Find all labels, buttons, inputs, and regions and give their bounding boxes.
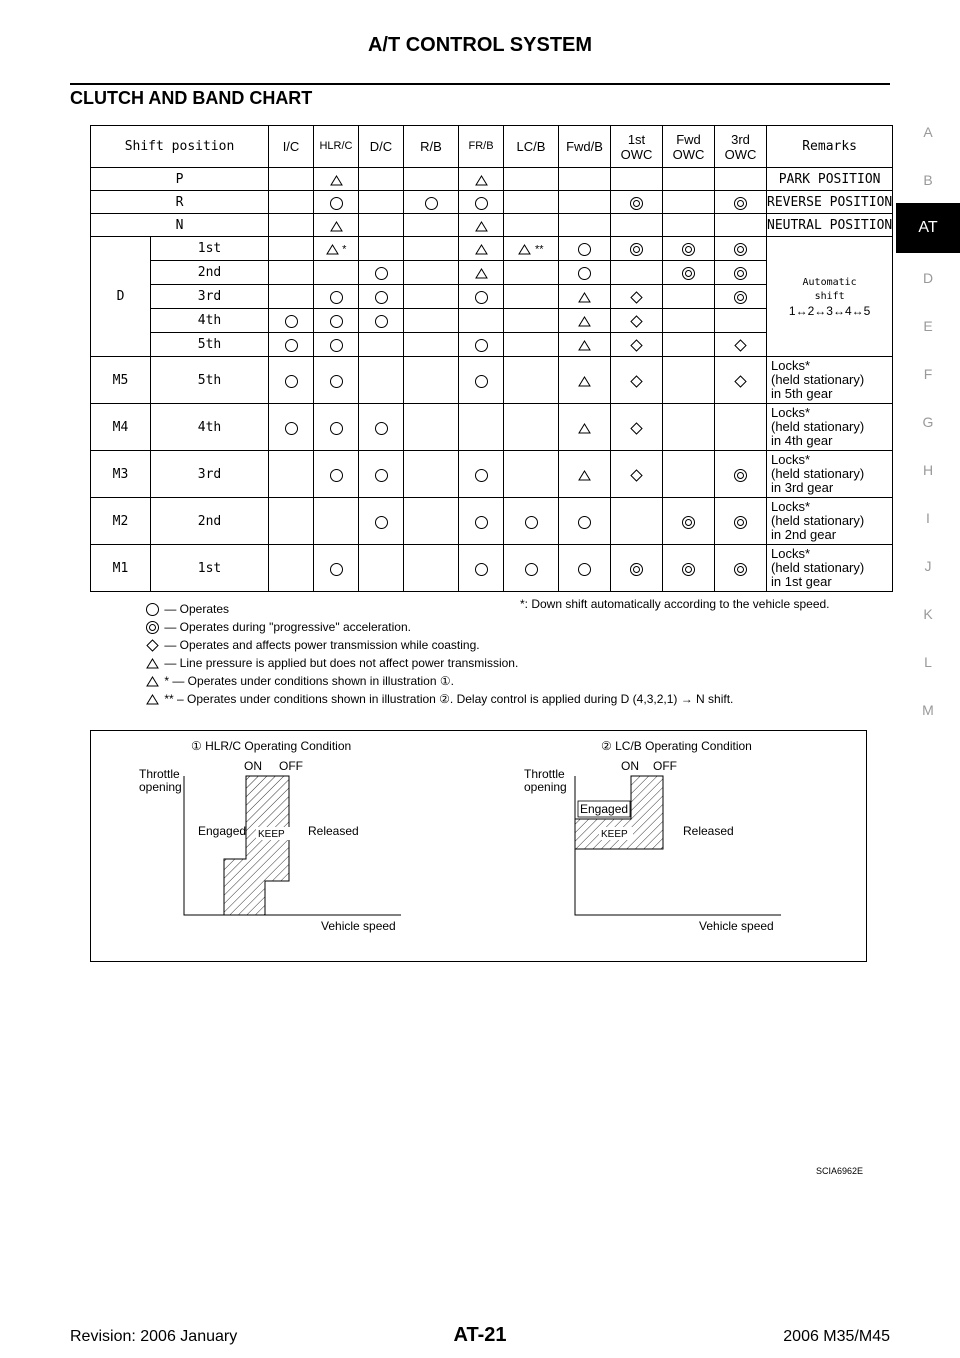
remark-locks: Locks* <box>771 499 811 514</box>
coasting-symbol <box>630 339 643 352</box>
coasting-symbol <box>146 639 159 652</box>
remark-in-gear: in 5th gear <box>771 386 833 401</box>
remark-held: (held stationary) <box>771 419 865 434</box>
star-mark: * <box>342 243 347 256</box>
row-label-n: N <box>91 214 269 237</box>
gear-label-4th: 4th <box>151 404 269 451</box>
line-pressure-symbol <box>146 676 159 687</box>
operates-symbol <box>375 516 388 529</box>
header-3rd-owc: 3rd OWC <box>715 126 767 168</box>
operates-symbol <box>375 469 388 482</box>
operates-symbol <box>375 422 388 435</box>
coasting-symbol <box>630 315 643 328</box>
remark-auto-line1: Automatic <box>802 276 857 288</box>
header-lcb: LC/B <box>504 126 559 168</box>
operates-symbol <box>330 197 343 210</box>
gear-label-2nd: 2nd <box>151 261 269 285</box>
operates-symbol <box>475 563 488 576</box>
row-label-m2: M2 <box>91 498 151 545</box>
line-pressure-symbol <box>578 423 591 434</box>
gear-label-5th: 5th <box>151 357 269 404</box>
side-tab-b[interactable]: B <box>923 172 933 188</box>
legend-coasting: — Operates and affects power transmission while coasting. <box>164 638 480 652</box>
gear-label-2nd: 2nd <box>151 498 269 545</box>
line-pressure-symbol <box>475 221 488 232</box>
side-tab-g[interactable]: G <box>922 414 934 430</box>
lcb-graph-title: ② LC/B Operating Condition <box>601 739 752 753</box>
keep-label: KEEP <box>258 829 285 840</box>
operates-symbol <box>425 197 438 210</box>
operates-symbol <box>475 516 488 529</box>
remark-reverse: REVERSE POSITION <box>767 191 893 214</box>
operates-symbol <box>475 197 488 210</box>
row-label-m4: M4 <box>91 404 151 451</box>
progressive-symbol <box>734 243 747 256</box>
remark-locks: Locks* <box>771 405 811 420</box>
remark-locks: Locks* <box>771 358 811 373</box>
header-remarks: Remarks <box>767 126 893 168</box>
header-rb: R/B <box>404 126 459 168</box>
header-1st-owc: 1st OWC <box>611 126 663 168</box>
operating-condition-graphs <box>91 731 866 961</box>
side-tab-j[interactable]: J <box>924 558 932 574</box>
section-title: CLUTCH AND BAND CHART <box>70 88 313 108</box>
header-hlrc: HLR/C <box>314 126 359 168</box>
remark-in-gear: in 4th gear <box>771 433 833 448</box>
released-label: Released <box>683 824 734 838</box>
progressive-symbol <box>734 563 747 576</box>
off-label: OFF <box>653 759 677 773</box>
coasting-symbol <box>630 375 643 388</box>
legend-progressive: — Operates during "progressive" acceleration. <box>164 620 411 634</box>
remark-auto-line3: 1↔2↔3↔4↔5 <box>788 303 871 318</box>
released-label: Released <box>308 824 359 838</box>
figure-code: SCIA6962E <box>816 1166 864 1176</box>
side-tab-e[interactable]: E <box>923 318 933 334</box>
operates-symbol <box>285 375 298 388</box>
header-shift-position: Shift position <box>91 126 269 168</box>
header-rule <box>70 83 890 85</box>
on-label: ON <box>244 759 262 773</box>
line-pressure-symbol <box>578 292 591 303</box>
operates-symbol <box>330 291 343 304</box>
progressive-symbol <box>734 267 747 280</box>
row-label-m5: M5 <box>91 357 151 404</box>
remark-held: (held stationary) <box>771 372 865 387</box>
remark-held: (held stationary) <box>771 513 865 528</box>
side-tab-d[interactable]: D <box>922 270 934 286</box>
progressive-symbol <box>734 516 747 529</box>
side-tab-k[interactable]: K <box>923 606 933 622</box>
remark-locks: Locks* <box>771 546 811 561</box>
operates-symbol <box>525 516 538 529</box>
operates-symbol <box>146 603 159 616</box>
remark-in-gear: in 1st gear <box>771 574 832 589</box>
remark-automatic-shift <box>767 237 893 357</box>
operates-symbol <box>285 339 298 352</box>
symbol-legend <box>146 600 733 708</box>
side-tab-f[interactable]: F <box>923 366 933 382</box>
coasting-symbol <box>630 291 643 304</box>
operates-symbol <box>475 375 488 388</box>
gear-label-5th: 5th <box>151 333 269 357</box>
remark-neutral: NEUTRAL POSITION <box>767 214 893 237</box>
progressive-symbol <box>630 197 643 210</box>
line-pressure-symbol <box>578 376 591 387</box>
progressive-symbol <box>682 267 695 280</box>
header-ic: I/C <box>269 126 314 168</box>
operates-symbol <box>578 267 591 280</box>
operates-symbol <box>375 267 388 280</box>
row-label-d: D <box>91 237 151 357</box>
operates-symbol <box>525 563 538 576</box>
throttle-label: Throttle <box>139 767 180 781</box>
line-pressure-symbol <box>578 470 591 481</box>
downshift-note: *: Down shift automatically according to the vehicle speed. <box>520 597 830 611</box>
vehicle-speed-label: Vehicle speed <box>699 919 774 933</box>
side-tab-at[interactable]: AT <box>896 203 960 253</box>
gear-label-3rd: 3rd <box>151 451 269 498</box>
operates-symbol <box>475 291 488 304</box>
opening-label: opening <box>139 780 182 794</box>
line-pressure-symbol <box>475 244 488 255</box>
hlrc-graph-title: ① HLR/C Operating Condition <box>191 739 352 753</box>
remark-in-gear: in 2nd gear <box>771 527 837 542</box>
coasting-symbol <box>734 339 747 352</box>
operates-symbol <box>285 315 298 328</box>
progressive-symbol <box>734 291 747 304</box>
operates-symbol <box>475 339 488 352</box>
throttle-label: Throttle <box>524 767 565 781</box>
hlrc-keep-region <box>224 776 289 915</box>
header-fwd-owc: Fwd OWC <box>663 126 715 168</box>
operates-symbol <box>578 516 591 529</box>
clutch-band-table <box>90 125 893 592</box>
line-pressure-symbol <box>578 316 591 327</box>
progressive-symbol <box>146 621 159 634</box>
side-tab-l[interactable]: L <box>924 654 932 670</box>
engaged-label: Engaged <box>198 824 247 838</box>
model-label: 2006 M35/M45 <box>783 1328 890 1345</box>
row-label-r: R <box>91 191 269 214</box>
legend-line-pressure: — Line pressure is applied but does not affect power transmission. <box>164 656 519 670</box>
page-title: A/T CONTROL SYSTEM <box>367 34 593 56</box>
progressive-symbol <box>630 563 643 576</box>
remark-locks-4th <box>767 404 893 451</box>
operates-symbol <box>330 339 343 352</box>
side-tab-a[interactable]: A <box>923 124 933 140</box>
remark-auto-line2: shift <box>814 290 845 302</box>
header-frb: FR/B <box>459 126 504 168</box>
line-pressure-symbol <box>475 175 488 186</box>
operates-symbol <box>330 375 343 388</box>
operates-symbol <box>375 315 388 328</box>
gear-label-3rd: 3rd <box>151 285 269 309</box>
remark-held: (held stationary) <box>771 466 865 481</box>
row-label-p: P <box>91 168 269 191</box>
remark-in-gear: in 3rd gear <box>771 480 834 495</box>
side-tab-index <box>896 108 960 734</box>
operates-symbol <box>330 422 343 435</box>
progressive-symbol <box>682 243 695 256</box>
header-fwdb: Fwd/B <box>559 126 611 168</box>
progressive-symbol <box>734 197 747 210</box>
line-pressure-symbol <box>518 244 531 255</box>
coasting-symbol <box>734 375 747 388</box>
side-tab-i[interactable]: I <box>926 510 930 526</box>
line-pressure-symbol <box>330 175 343 186</box>
hlrc-axes <box>184 776 401 915</box>
engaged-label: Engaged <box>580 802 629 816</box>
legend-star1: * — Operates under conditions shown in illustration ①. <box>164 674 454 688</box>
progressive-symbol <box>682 516 695 529</box>
line-pressure-symbol <box>146 694 159 705</box>
remark-locks-5th <box>767 357 893 404</box>
row-label-m3: M3 <box>91 451 151 498</box>
operates-symbol <box>578 563 591 576</box>
line-pressure-symbol <box>475 268 488 279</box>
double-star-mark: ** <box>535 243 544 256</box>
operating-condition-illustration <box>90 730 867 962</box>
operates-symbol <box>578 243 591 256</box>
operates-symbol <box>330 315 343 328</box>
gear-label-1st: 1st <box>151 545 269 592</box>
header-dc: D/C <box>359 126 404 168</box>
operates-symbol <box>330 469 343 482</box>
side-tab-h[interactable]: H <box>922 462 934 478</box>
on-label: ON <box>621 759 639 773</box>
revision-label: Revision: 2006 January <box>70 1328 238 1345</box>
page-number: AT-21 <box>453 1324 507 1346</box>
line-pressure-symbol <box>146 658 159 669</box>
progressive-symbol <box>734 469 747 482</box>
coasting-symbol <box>630 469 643 482</box>
vehicle-speed-label: Vehicle speed <box>321 919 396 933</box>
operates-symbol <box>475 469 488 482</box>
gear-label-1st: 1st <box>151 237 269 261</box>
remark-locks-1st <box>767 545 893 592</box>
keep-label: KEEP <box>601 829 628 840</box>
remark-held: (held stationary) <box>771 560 865 575</box>
progressive-symbol <box>630 243 643 256</box>
gear-label-4th: 4th <box>151 309 269 333</box>
operates-symbol <box>330 563 343 576</box>
off-label: OFF <box>279 759 303 773</box>
line-pressure-symbol <box>578 340 591 351</box>
remark-locks: Locks* <box>771 452 811 467</box>
row-label-m1: M1 <box>91 545 151 592</box>
line-pressure-symbol <box>330 221 343 232</box>
side-tab-m[interactable]: M <box>922 702 934 718</box>
remark-locks-2nd <box>767 498 893 545</box>
opening-label: opening <box>524 780 567 794</box>
legend-star2: ** – Operates under conditions shown in illustration ②. Delay control is applied during D (4,3,2,1) → N shift. <box>164 692 734 706</box>
progressive-symbol <box>682 563 695 576</box>
remark-locks-3rd <box>767 451 893 498</box>
line-pressure-symbol <box>326 244 339 255</box>
operates-symbol <box>285 422 298 435</box>
legend-operates: — Operates <box>164 602 230 616</box>
coasting-symbol <box>630 422 643 435</box>
operates-symbol <box>375 291 388 304</box>
remark-park: PARK POSITION <box>767 168 893 191</box>
